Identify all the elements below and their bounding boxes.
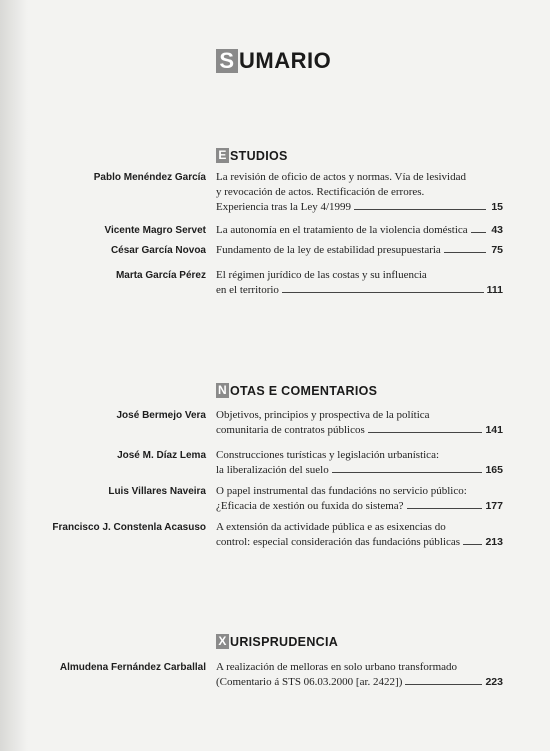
page-number: 213: [485, 536, 503, 548]
leader-line: [354, 209, 486, 210]
leader-line: [368, 432, 483, 433]
entry-title: [216, 448, 503, 478]
leader-line: [407, 508, 483, 509]
entry-author: Almudena Fernández Carballal: [59, 662, 206, 673]
page-number: 223: [485, 676, 503, 688]
title-rest: UMARIO: [239, 48, 332, 73]
entry-title: [216, 408, 503, 438]
section-heading: [216, 148, 288, 163]
section-initial: X: [216, 634, 229, 649]
section-initial: E: [216, 148, 229, 163]
entry-author: Marta García Pérez: [115, 270, 206, 281]
section-title: URISPRUDENCIA: [230, 634, 339, 649]
entry-title: [216, 170, 503, 215]
entry-last-line: [216, 499, 503, 514]
entry-last-line: [216, 535, 503, 550]
entry-last-line: [216, 675, 503, 690]
entry-title-line: La autonomía en el tratamiento de la violencia doméstica: [216, 224, 468, 236]
entry-title-line: El régimen jurídico de las costas y su influencia: [216, 269, 427, 281]
entry-last-line: [216, 283, 503, 298]
entry-title: [216, 484, 503, 514]
leader-line: [463, 544, 482, 545]
entry-title-line: A extensión da actividade pública e as esixencias do: [216, 521, 446, 533]
entry-last-line: [216, 423, 503, 438]
entry-last-line: [216, 223, 503, 238]
entry-title-line: ¿Eficacia de xestión ou fuxida do sistema?: [216, 500, 404, 512]
entry-title-line: control: especial consideración das fundacións públicas: [216, 536, 461, 548]
entry-author: César García Novoa: [110, 245, 206, 256]
leader-line: [444, 252, 486, 253]
page-number: 75: [491, 244, 503, 256]
entry-author: Pablo Menéndez García: [93, 172, 206, 183]
entry-author: Luis Villares Naveira: [108, 486, 206, 497]
entry-title-line: La revisión de oficio de actos y normas. Vía de lesividad: [216, 171, 466, 183]
entry-author: José Bermejo Vera: [116, 410, 206, 421]
entry-author: Vicente Magro Servet: [104, 225, 206, 236]
entry-title-line: Construcciones turísticas y legislación urbanística:: [216, 449, 440, 461]
entry-title: [216, 520, 503, 550]
entry-title-line: Fundamento de la ley de estabilidad presupuestaria: [216, 244, 441, 256]
section-title: OTAS E COMENTARIOS: [230, 383, 378, 398]
entry-title-line: (Comentario á STS 06.03.2000 [ar. 2422]): [216, 676, 403, 688]
entry-author: José M. Díaz Lema: [117, 450, 206, 461]
page-number: 15: [491, 201, 503, 213]
entry-last-line: [216, 463, 503, 478]
page-number: 165: [485, 464, 503, 476]
section-title: STUDIOS: [230, 148, 288, 163]
leader-line: [471, 232, 486, 233]
entry-author: Francisco J. Constenla Acasuso: [52, 522, 206, 533]
leader-line: [332, 472, 483, 473]
entry-title: [216, 243, 503, 258]
entry-last-line: [216, 200, 503, 215]
entry-title: [216, 660, 503, 690]
page-binding-shadow: [0, 0, 28, 751]
entry-title: [216, 268, 503, 298]
entry-title-line: Experiencia tras la Ley 4/1999: [216, 201, 352, 213]
page-number: 141: [485, 424, 503, 436]
page-title: [216, 48, 331, 74]
page-number: 177: [485, 500, 503, 512]
title-initial: S: [216, 49, 238, 73]
section-initial: N: [216, 383, 229, 398]
leader-line: [282, 292, 484, 293]
entry-last-line: [216, 243, 503, 258]
entry-title-line: A realización de melloras en solo urbano transformado: [216, 661, 458, 673]
section-heading: [216, 634, 338, 649]
entry-title-line: la liberalización del suelo: [216, 464, 329, 476]
entry-title-line: O papel instrumental das fundacións no servicio público:: [216, 485, 467, 497]
entry-title-line: comunitaria de contratos públicos: [216, 424, 365, 436]
entry-title-line: en el territorio: [216, 284, 279, 296]
entry-title-line: Objetivos, principios y prospectiva de la política: [216, 409, 430, 421]
page-number: 111: [486, 284, 503, 296]
entry-title-line: y revocación de actos. Rectificación de errores.: [216, 186, 425, 198]
page-number: 43: [491, 224, 503, 236]
leader-line: [405, 684, 482, 685]
entry-title: [216, 223, 503, 238]
section-heading: [216, 383, 377, 398]
